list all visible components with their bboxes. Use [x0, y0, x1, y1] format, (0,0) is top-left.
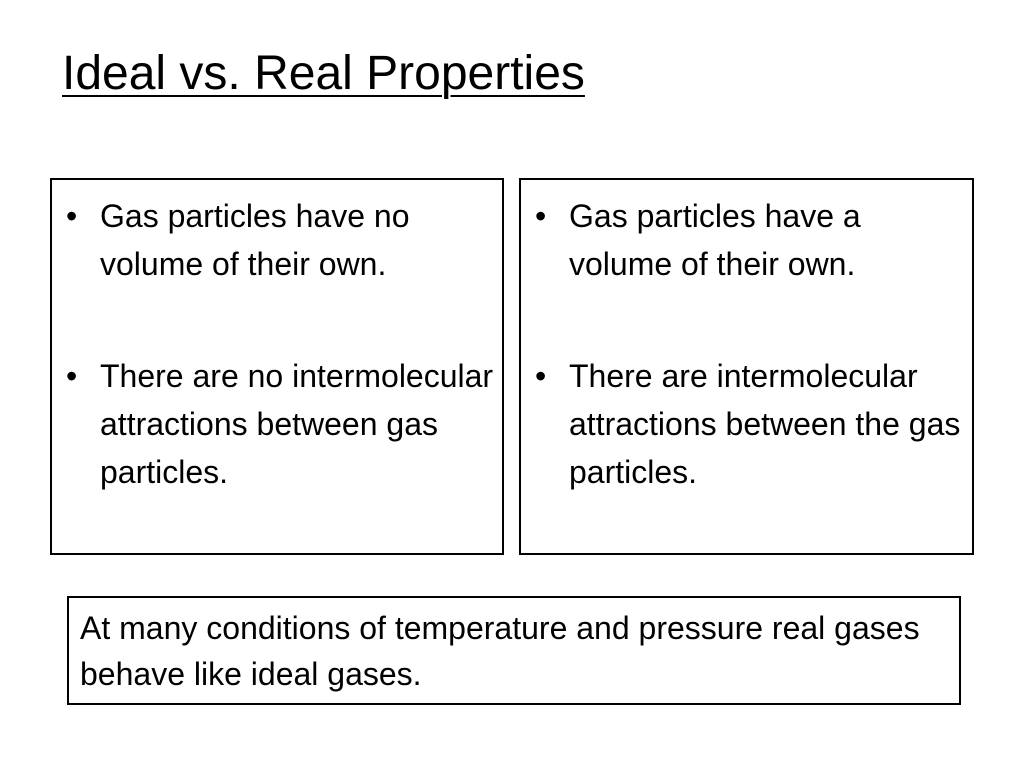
ideal-bullet-item — [52, 352, 502, 496]
real-bullet-list — [521, 192, 972, 496]
ideal-bullet-text: Gas particles have no volume of their own. — [100, 198, 410, 282]
real-properties-box — [519, 178, 974, 555]
ideal-bullet-item — [52, 192, 502, 288]
real-bullet-item — [521, 352, 972, 496]
real-bullet-item — [521, 192, 972, 288]
real-bullet-text: There are intermolecular attractions between the gas particles. — [569, 358, 961, 490]
bullet-marker: • — [66, 358, 78, 394]
slide-title: Ideal vs. Real Properties — [62, 47, 585, 100]
conclusion-text: At many conditions of temperature and pressure real gases behave like ideal gases. — [80, 610, 920, 692]
bullet-marker: • — [535, 198, 547, 234]
bullet-marker: • — [66, 198, 78, 234]
conclusion-box — [67, 596, 961, 705]
ideal-bullet-list — [52, 192, 502, 496]
ideal-properties-box — [50, 178, 504, 555]
ideal-bullet-text: There are no intermolecular attractions between gas particles. — [100, 358, 494, 490]
real-bullet-text: Gas particles have a volume of their own. — [569, 198, 861, 282]
bullet-marker: • — [535, 358, 547, 394]
